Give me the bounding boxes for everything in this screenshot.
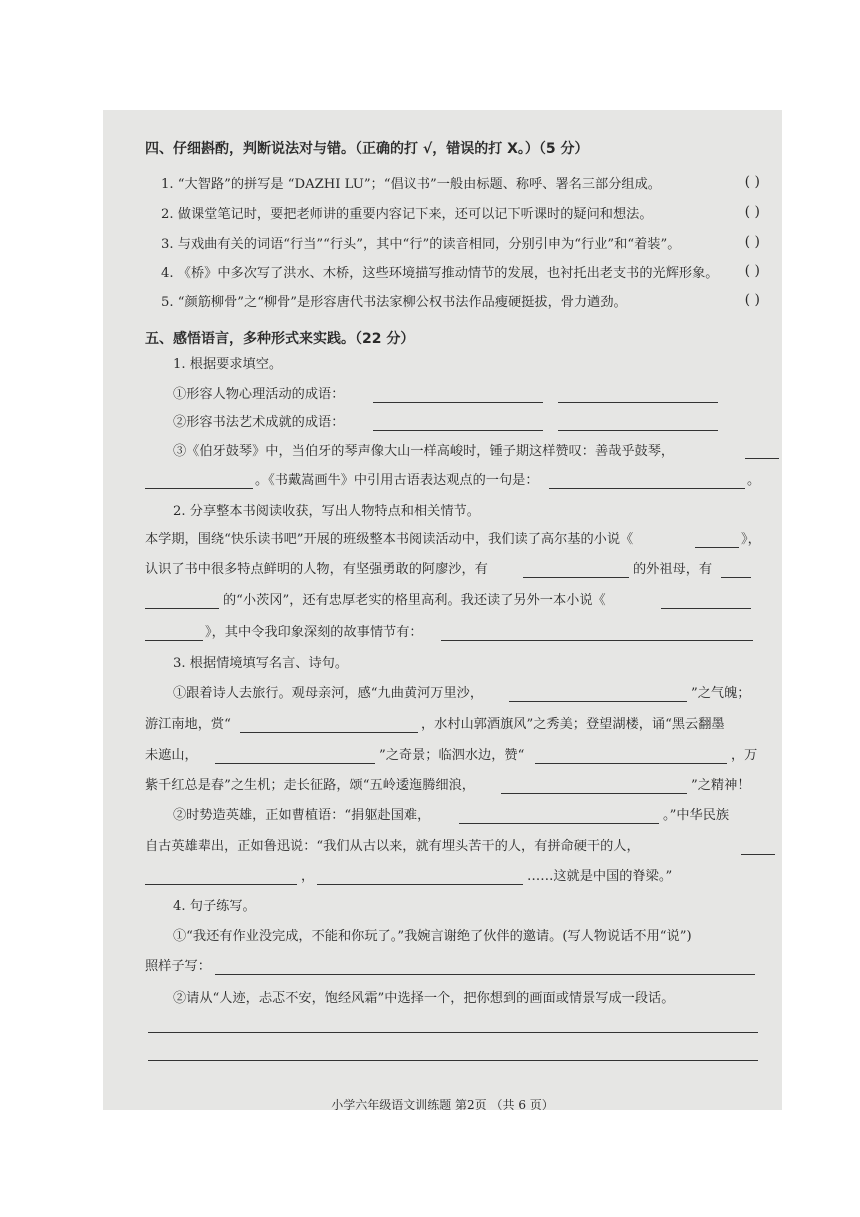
q2-plot-blank[interactable] (441, 628, 753, 641)
q1-a-blank-1[interactable] (373, 390, 543, 403)
q1-c-blank-2[interactable] (145, 476, 253, 489)
q2-para-line2: 认识了书中很多特点鲜明的人物，有坚强勇敢的阿廖沙，有 (145, 562, 488, 577)
q3-blank-3[interactable] (215, 751, 375, 764)
q3-blank-1[interactable] (509, 689, 687, 702)
q3-line7-comma: ， (301, 869, 315, 884)
q3-blank-7[interactable] (741, 842, 775, 855)
q1-b-label: ②形容书法艺术成就的成语： (173, 415, 345, 430)
q1-b-blank-1[interactable] (373, 418, 543, 431)
q1-a-label: ①形容人物心理活动的成语： (173, 387, 345, 402)
q3-line4-end: ”之精神！ (691, 778, 751, 793)
q2-other-novel-blank-1[interactable] (661, 596, 751, 609)
exam-page (103, 110, 782, 1110)
q1-c-blank-3[interactable] (549, 476, 745, 489)
q3-blank-2[interactable] (240, 720, 418, 733)
q3-line1: ①跟着诗人去旅行。观母亲河，感“九曲黄河万里沙， (173, 686, 484, 701)
q2-other-novel-blank-2[interactable] (145, 628, 203, 641)
q2-trait-blank-1[interactable] (721, 565, 751, 578)
judge-item-4: 4. 《桥》中多次写了洪水、木桥，这些环境描写推动情节的发展，也衬托出老支书的光辉形象。 (161, 266, 719, 281)
q3-line7-end: ……这就是中国的脊梁。” (527, 869, 673, 884)
q3-line1-end: ”之气魄； (691, 686, 751, 701)
q3-line4-start: 紫千红总是春”之生机；走长征路，颂“五岭逶迤腾细浪， (145, 778, 475, 793)
q1-c-line2: 。《书戴嵩画牛》中引用古语表达观点的一句是： (255, 473, 539, 488)
q2-grandma-blank[interactable] (523, 565, 629, 578)
q2-para-line3: 的“小茨冈”，还有忠厚老实的格里高利。我还读了另外一本小说《 (223, 593, 606, 608)
answer-paren-5[interactable]: ( ) (744, 292, 760, 308)
q1-c-blank-1[interactable] (745, 446, 779, 459)
writing-line-2[interactable] (148, 1060, 758, 1061)
q3-blank-5[interactable] (501, 781, 687, 794)
q3-blank-6[interactable] (459, 811, 659, 824)
q2-novel-blank[interactable] (695, 535, 739, 548)
section-5-heading: 五、感悟语言，多种形式来实践。（22 分） (145, 331, 415, 347)
q4-example: ①“我还有作业没完成，不能和你玩了。”我婉言谢绝了伙伴的邀请。(写人物说话不用“说”) (173, 929, 692, 944)
judge-item-5: 5. “颜筋柳骨”之“柳骨”是形容唐代书法家柳公权书法作品瘦硬挺拔，骨力遒劲。 (161, 295, 627, 310)
q4-prompt: ②请从“人迹，忐忑不安，饱经风霜”中选择一个，把你想到的画面或情景写成一段话。 (173, 991, 675, 1006)
q3-title: 3. 根据情境填写名言、诗句。 (173, 656, 349, 671)
q3-line5-start: ②时势造英雄，正如曹植语：“捐躯赴国难， (173, 808, 431, 823)
section-4-heading: 四、仔细斟酌，判断说法对与错。（正确的打 √，错误的打 X。）（5 分） (145, 141, 589, 157)
q2-para-line2-end: 的外祖母，有 (633, 562, 713, 577)
judge-item-1: 1. “大智路”的拼写是 “DAZHI LU”；“倡议书”一般由标题、称呼、署名三部分组成。 (161, 177, 661, 192)
answer-paren-3[interactable]: ( ) (744, 234, 760, 250)
q3-line3-mid: ”之奇景；临泗水边，赞“ (379, 748, 525, 763)
q3-line3-end: ，万 (731, 748, 758, 763)
page-footer: 小学六年级语文训练题 第2页 （共 6 页） (331, 1098, 554, 1110)
q2-title: 2. 分享整本书阅读收获，写出人物特点和相关情节。 (173, 504, 480, 519)
q1-a-blank-2[interactable] (558, 390, 718, 403)
q1-title: 1. 根据要求填空。 (173, 357, 283, 372)
q3-blank-4[interactable] (535, 751, 727, 764)
q3-blank-8[interactable] (145, 872, 297, 885)
answer-paren-4[interactable]: ( ) (744, 263, 760, 279)
q3-line2-end: ，水村山郭酒旗风”之秀美；登望湖楼，诵“黑云翻墨 (421, 717, 725, 732)
judge-item-2: 2. 做课堂笔记时，要把老师讲的重要内容记下来，还可以记下听课时的疑问和想法。 (161, 207, 653, 222)
q1-b-blank-2[interactable] (558, 418, 718, 431)
writing-line-1[interactable] (148, 1032, 758, 1033)
answer-paren-2[interactable]: ( ) (744, 204, 760, 220)
q4-imitate-blank[interactable] (215, 962, 755, 975)
q1-c-line1: ③《伯牙鼓琴》中，当伯牙的琴声像大山一样高峻时，锺子期这样赞叹：善哉乎鼓琴， (173, 444, 675, 459)
judge-item-3: 3. 与戏曲有关的词语“行当”“行头”，其中“行”的读音相同，分别引申为“行业”和“着装”。 (161, 237, 681, 252)
q2-para-line4: 》，其中令我印象深刻的故事情节有： (205, 625, 423, 640)
q3-line6: 自古英雄辈出，正如鲁迅说：“我们从古以来，就有埋头苦干的人，有拼命硬干的人， (145, 839, 640, 854)
q2-trait-blank-2[interactable] (145, 596, 219, 609)
q4-title: 4. 句子练写。 (173, 899, 256, 914)
q2-para-line1-end: 》， (741, 532, 761, 547)
q3-line2-start: 游江南地，赏“ (145, 717, 231, 732)
q3-blank-9[interactable] (317, 872, 523, 885)
q2-para-line1: 本学期，围绕“快乐读书吧”开展的班级整本书阅读活动中，我们读了高尔基的小说《 (145, 532, 634, 547)
q3-line5-end: 。”中华民族 (663, 808, 730, 823)
q4-imitate-label: 照样子写： (145, 959, 211, 974)
q1-c-end: 。 (747, 473, 761, 488)
q3-line3-start: 未遮山， (145, 748, 198, 763)
answer-paren-1[interactable]: ( ) (744, 174, 760, 190)
